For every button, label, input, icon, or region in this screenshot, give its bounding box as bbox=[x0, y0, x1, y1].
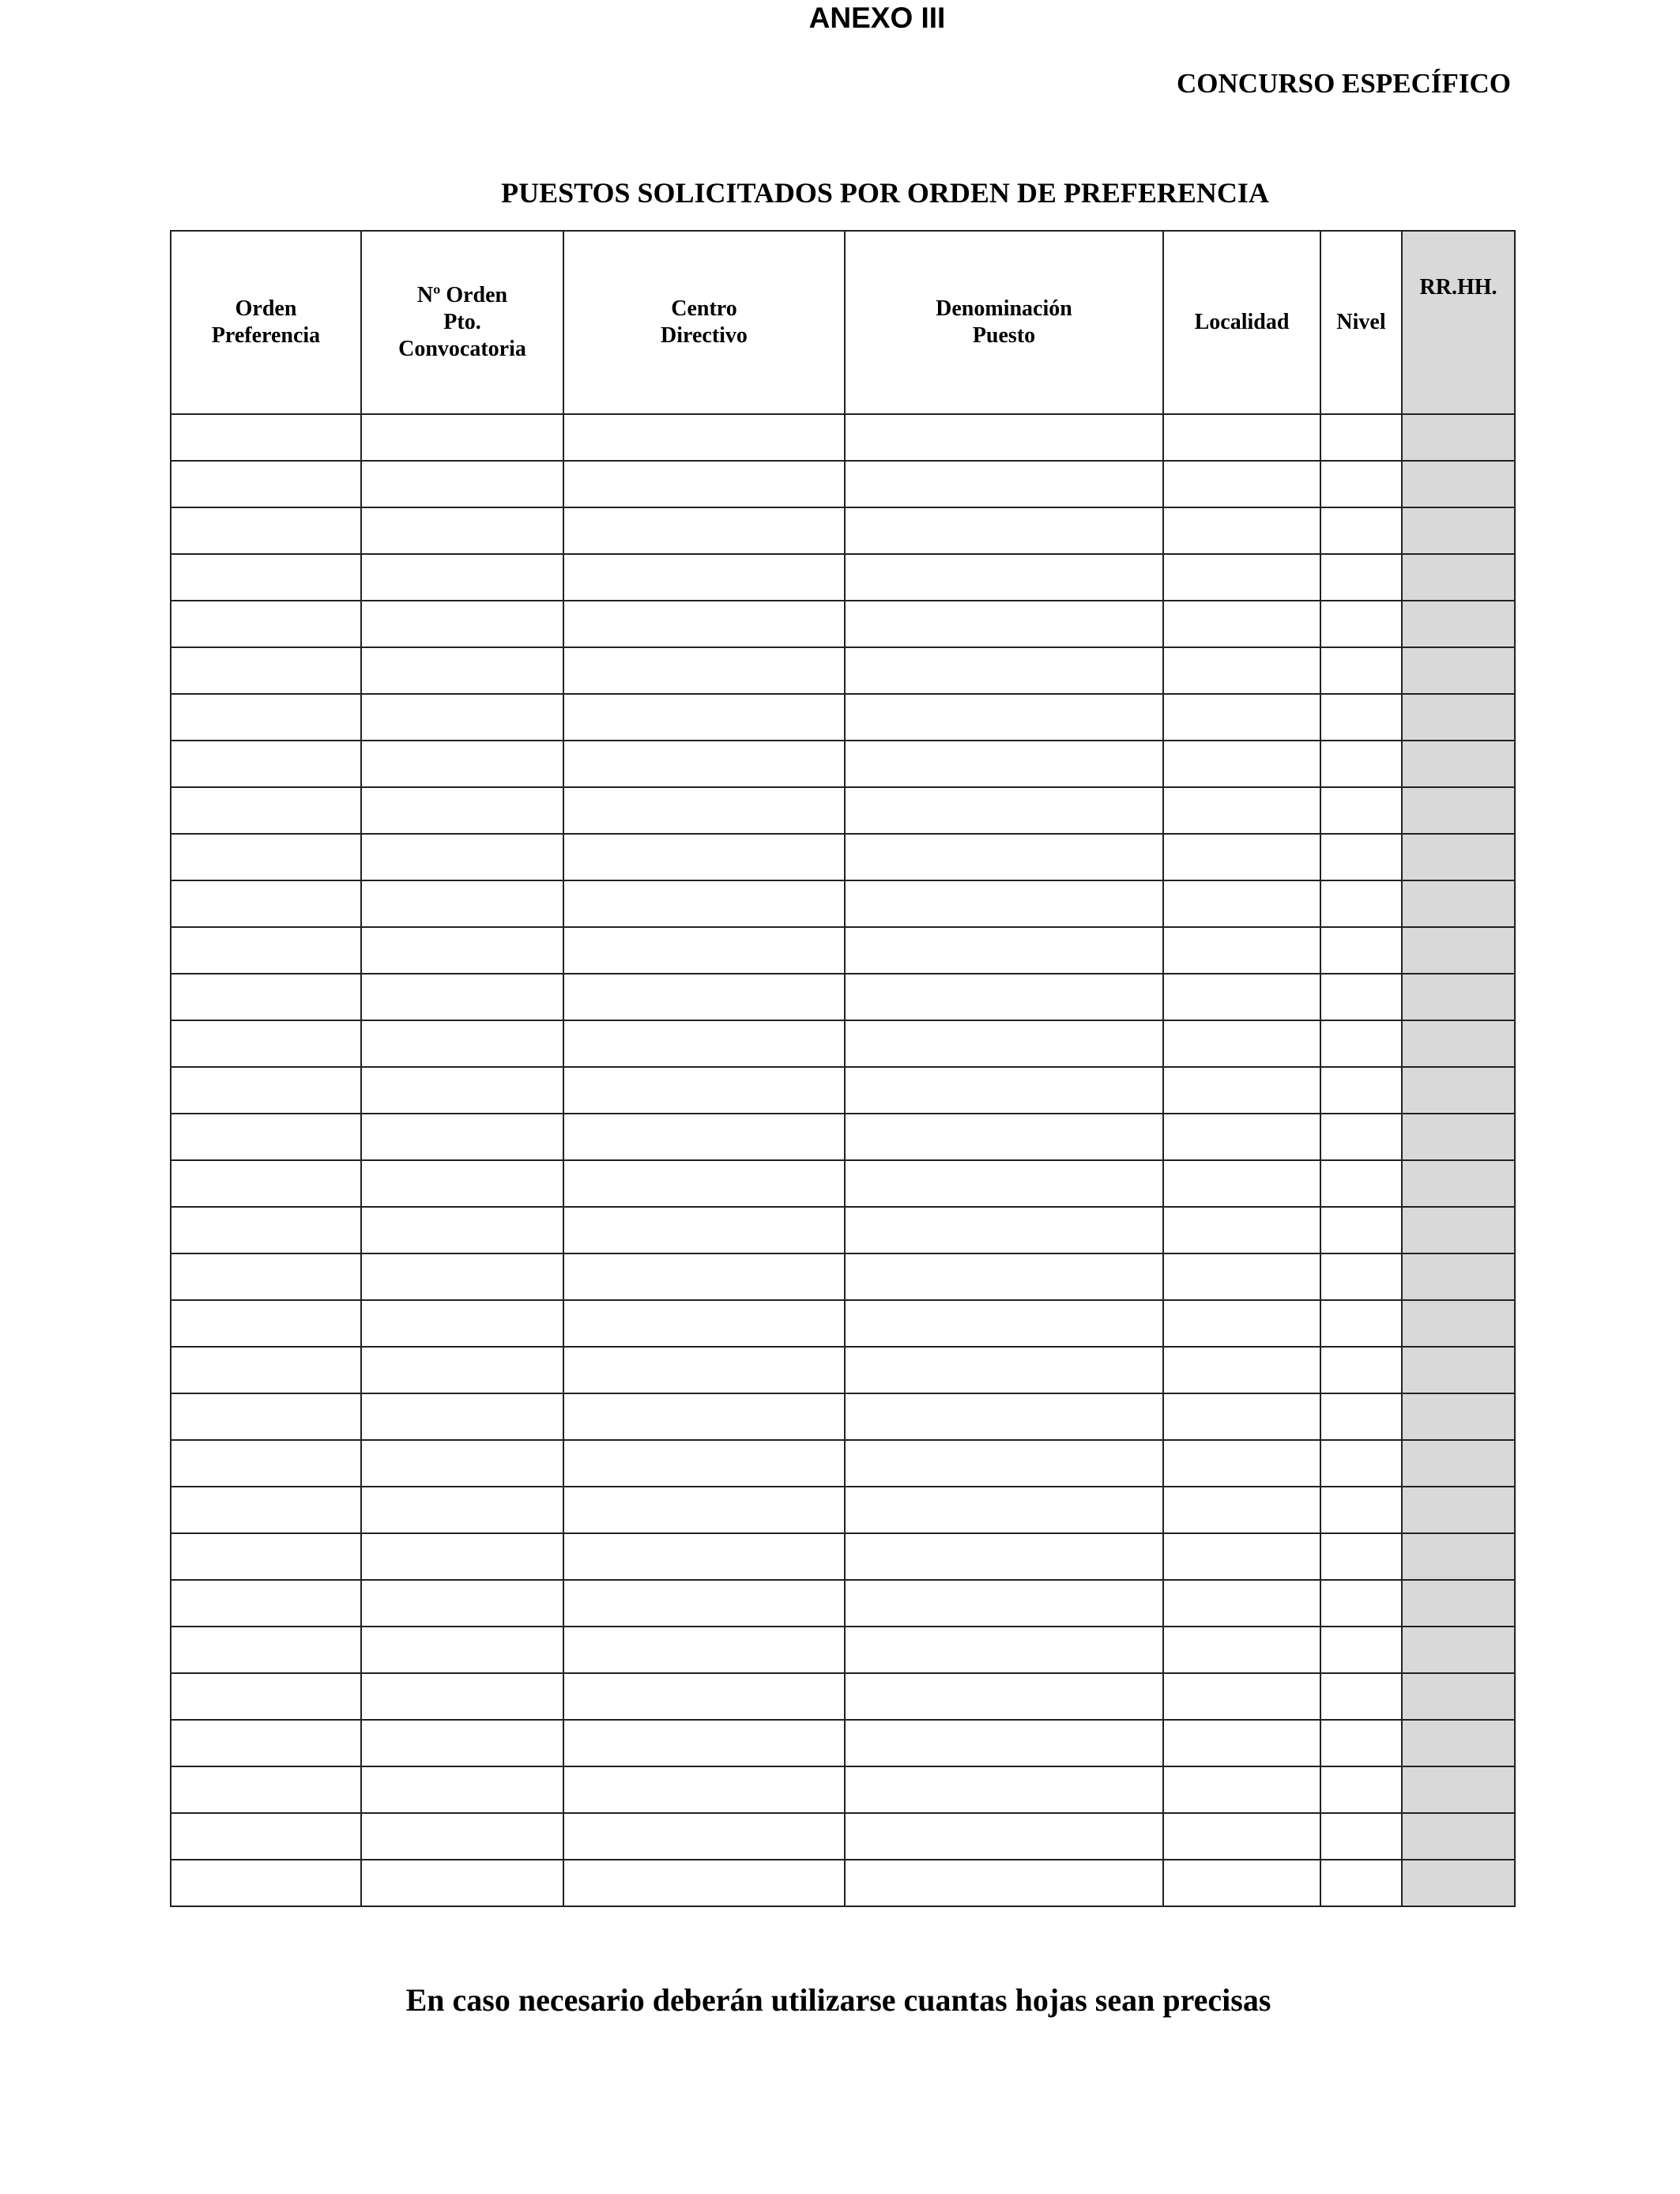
table-row bbox=[171, 1860, 1515, 1906]
table-row bbox=[171, 741, 1515, 787]
col-header-numero-orden: Nº Orden Pto. Convocatoria bbox=[361, 231, 563, 414]
cell-rrhh bbox=[1402, 601, 1515, 647]
cell-denominacion-puesto[interactable] bbox=[845, 1720, 1163, 1766]
cell-denominacion-puesto[interactable] bbox=[845, 1487, 1163, 1533]
cell-centro-directivo[interactable] bbox=[563, 507, 845, 554]
cell-centro-directivo[interactable] bbox=[563, 1860, 845, 1906]
cell-rrhh bbox=[1402, 834, 1515, 880]
cell-nivel[interactable] bbox=[1320, 554, 1402, 601]
cell-rrhh bbox=[1402, 787, 1515, 834]
cell-localidad[interactable] bbox=[1163, 554, 1320, 601]
cell-nivel[interactable] bbox=[1320, 1720, 1402, 1766]
col-header-orden-preferencia: Orden Preferencia bbox=[171, 231, 361, 414]
cell-localidad[interactable] bbox=[1163, 414, 1320, 461]
cell-nivel[interactable] bbox=[1320, 927, 1402, 974]
cell-localidad[interactable] bbox=[1163, 1860, 1320, 1906]
cell-nivel[interactable] bbox=[1320, 1673, 1402, 1720]
table-row bbox=[171, 1207, 1515, 1253]
cell-centro-directivo[interactable] bbox=[563, 1207, 845, 1253]
cell-localidad[interactable] bbox=[1163, 1813, 1320, 1860]
table-body bbox=[171, 414, 1515, 1906]
cell-rrhh bbox=[1402, 1020, 1515, 1067]
col-header-rrhh: RR.HH. bbox=[1402, 231, 1515, 414]
cell-numero-orden[interactable] bbox=[361, 461, 563, 507]
cell-rrhh bbox=[1402, 974, 1515, 1020]
cell-rrhh bbox=[1402, 1114, 1515, 1160]
cell-nivel[interactable] bbox=[1320, 1253, 1402, 1300]
cell-nivel[interactable] bbox=[1320, 1440, 1402, 1487]
cell-localidad[interactable] bbox=[1163, 834, 1320, 880]
cell-nivel[interactable] bbox=[1320, 1347, 1402, 1393]
cell-denominacion-puesto[interactable] bbox=[845, 1207, 1163, 1253]
cell-nivel[interactable] bbox=[1320, 1766, 1402, 1813]
cell-rrhh bbox=[1402, 461, 1515, 507]
cell-numero-orden[interactable] bbox=[361, 1300, 563, 1347]
cell-orden-preferencia[interactable] bbox=[171, 1393, 361, 1440]
cell-denominacion-puesto[interactable] bbox=[845, 507, 1163, 554]
cell-localidad[interactable] bbox=[1163, 927, 1320, 974]
cell-numero-orden[interactable] bbox=[361, 1160, 563, 1207]
table-row bbox=[171, 1393, 1515, 1440]
cell-localidad[interactable] bbox=[1163, 880, 1320, 927]
cell-orden-preferencia[interactable] bbox=[171, 927, 361, 974]
cell-numero-orden[interactable] bbox=[361, 834, 563, 880]
cell-orden-preferencia[interactable] bbox=[171, 1720, 361, 1766]
cell-orden-preferencia[interactable] bbox=[171, 1347, 361, 1393]
cell-nivel[interactable] bbox=[1320, 880, 1402, 927]
cell-numero-orden[interactable] bbox=[361, 1580, 563, 1627]
cell-rrhh bbox=[1402, 1393, 1515, 1440]
cell-localidad[interactable] bbox=[1163, 1720, 1320, 1766]
cell-rrhh bbox=[1402, 1347, 1515, 1393]
cell-denominacion-puesto[interactable] bbox=[845, 1627, 1163, 1673]
cell-orden-preferencia[interactable] bbox=[171, 507, 361, 554]
cell-localidad[interactable] bbox=[1163, 1533, 1320, 1580]
cell-localidad[interactable] bbox=[1163, 1160, 1320, 1207]
cell-orden-preferencia[interactable] bbox=[171, 1673, 361, 1720]
cell-localidad[interactable] bbox=[1163, 1440, 1320, 1487]
cell-denominacion-puesto[interactable] bbox=[845, 1067, 1163, 1114]
table-row bbox=[171, 927, 1515, 974]
cell-centro-directivo[interactable] bbox=[563, 1114, 845, 1160]
cell-rrhh bbox=[1402, 1300, 1515, 1347]
cell-rrhh bbox=[1402, 1440, 1515, 1487]
cell-orden-preferencia[interactable] bbox=[171, 834, 361, 880]
cell-rrhh bbox=[1402, 1533, 1515, 1580]
cell-rrhh bbox=[1402, 1253, 1515, 1300]
cell-orden-preferencia[interactable] bbox=[171, 414, 361, 461]
cell-orden-preferencia[interactable] bbox=[171, 1487, 361, 1533]
table-row bbox=[171, 1720, 1515, 1766]
cell-localidad[interactable] bbox=[1163, 461, 1320, 507]
cell-centro-directivo[interactable] bbox=[563, 647, 845, 694]
cell-centro-directivo[interactable] bbox=[563, 927, 845, 974]
cell-centro-directivo[interactable] bbox=[563, 834, 845, 880]
cell-numero-orden[interactable] bbox=[361, 1253, 563, 1300]
cell-denominacion-puesto[interactable] bbox=[845, 1860, 1163, 1906]
table-row bbox=[171, 414, 1515, 461]
cell-centro-directivo[interactable] bbox=[563, 694, 845, 741]
table-row bbox=[171, 1533, 1515, 1580]
cell-localidad[interactable] bbox=[1163, 1393, 1320, 1440]
cell-centro-directivo[interactable] bbox=[563, 554, 845, 601]
table-row bbox=[171, 1487, 1515, 1533]
table-row bbox=[171, 834, 1515, 880]
cell-nivel[interactable] bbox=[1320, 1207, 1402, 1253]
cell-centro-directivo[interactable] bbox=[563, 601, 845, 647]
table-row bbox=[171, 1440, 1515, 1487]
cell-rrhh bbox=[1402, 1720, 1515, 1766]
cell-nivel[interactable] bbox=[1320, 1533, 1402, 1580]
cell-numero-orden[interactable] bbox=[361, 647, 563, 694]
table-row bbox=[171, 1114, 1515, 1160]
table-row bbox=[171, 647, 1515, 694]
cell-centro-directivo[interactable] bbox=[563, 974, 845, 1020]
cell-denominacion-puesto[interactable] bbox=[845, 1347, 1163, 1393]
cell-denominacion-puesto[interactable] bbox=[845, 1114, 1163, 1160]
cell-nivel[interactable] bbox=[1320, 601, 1402, 647]
cell-denominacion-puesto[interactable] bbox=[845, 927, 1163, 974]
table-row bbox=[171, 1580, 1515, 1627]
cell-centro-directivo[interactable] bbox=[563, 1580, 845, 1627]
cell-localidad[interactable] bbox=[1163, 1627, 1320, 1673]
cell-rrhh bbox=[1402, 1160, 1515, 1207]
cell-denominacion-puesto[interactable] bbox=[845, 1533, 1163, 1580]
table-row bbox=[171, 694, 1515, 741]
cell-numero-orden[interactable] bbox=[361, 1487, 563, 1533]
cell-orden-preferencia[interactable] bbox=[171, 1300, 361, 1347]
table-title: PUESTOS SOLICITADOS POR ORDEN DE PREFERENCIA bbox=[501, 177, 1269, 209]
cell-denominacion-puesto[interactable] bbox=[845, 880, 1163, 927]
cell-rrhh bbox=[1402, 1673, 1515, 1720]
cell-rrhh bbox=[1402, 927, 1515, 974]
cell-centro-directivo[interactable] bbox=[563, 1533, 845, 1580]
cell-localidad[interactable] bbox=[1163, 974, 1320, 1020]
table-row bbox=[171, 880, 1515, 927]
cell-nivel[interactable] bbox=[1320, 1114, 1402, 1160]
table-row bbox=[171, 1020, 1515, 1067]
cell-localidad[interactable] bbox=[1163, 1114, 1320, 1160]
cell-nivel[interactable] bbox=[1320, 1393, 1402, 1440]
cell-nivel[interactable] bbox=[1320, 834, 1402, 880]
table-row bbox=[171, 507, 1515, 554]
cell-denominacion-puesto[interactable] bbox=[845, 974, 1163, 1020]
cell-orden-preferencia[interactable] bbox=[171, 1627, 361, 1673]
table-row bbox=[171, 1766, 1515, 1813]
table-row bbox=[171, 1067, 1515, 1114]
cell-localidad[interactable] bbox=[1163, 787, 1320, 834]
cell-centro-directivo[interactable] bbox=[563, 461, 845, 507]
cell-numero-orden[interactable] bbox=[361, 1067, 563, 1114]
cell-orden-preferencia[interactable] bbox=[171, 1067, 361, 1114]
cell-nivel[interactable] bbox=[1320, 787, 1402, 834]
footer-note: En caso necesario deberán utilizarse cuantas hojas sean precisas bbox=[405, 1982, 1271, 2018]
cell-numero-orden[interactable] bbox=[361, 1207, 563, 1253]
table-row bbox=[171, 1300, 1515, 1347]
cell-centro-directivo[interactable] bbox=[563, 1300, 845, 1347]
cell-rrhh bbox=[1402, 694, 1515, 741]
cell-localidad[interactable] bbox=[1163, 1207, 1320, 1253]
cell-orden-preferencia[interactable] bbox=[171, 1766, 361, 1813]
cell-centro-directivo[interactable] bbox=[563, 414, 845, 461]
table-row bbox=[171, 1347, 1515, 1393]
cell-centro-directivo[interactable] bbox=[563, 1487, 845, 1533]
col-header-localidad: Localidad bbox=[1163, 231, 1320, 414]
cell-orden-preferencia[interactable] bbox=[171, 1533, 361, 1580]
annex-title: ANEXO III bbox=[808, 2, 946, 34]
cell-nivel[interactable] bbox=[1320, 1160, 1402, 1207]
cell-numero-orden[interactable] bbox=[361, 1673, 563, 1720]
cell-localidad[interactable] bbox=[1163, 1020, 1320, 1067]
cell-rrhh bbox=[1402, 1766, 1515, 1813]
contest-label: CONCURSO ESPECÍFICO bbox=[1177, 68, 1511, 99]
cell-numero-orden[interactable] bbox=[361, 741, 563, 787]
cell-numero-orden[interactable] bbox=[361, 927, 563, 974]
cell-numero-orden[interactable] bbox=[361, 1347, 563, 1393]
cell-rrhh bbox=[1402, 1813, 1515, 1860]
cell-localidad[interactable] bbox=[1163, 1347, 1320, 1393]
cell-centro-directivo[interactable] bbox=[563, 1813, 845, 1860]
table-row bbox=[171, 554, 1515, 601]
cell-denominacion-puesto[interactable] bbox=[845, 647, 1163, 694]
cell-denominacion-puesto[interactable] bbox=[845, 554, 1163, 601]
cell-nivel[interactable] bbox=[1320, 1813, 1402, 1860]
table-row bbox=[171, 1253, 1515, 1300]
cell-nivel[interactable] bbox=[1320, 1580, 1402, 1627]
table-row bbox=[171, 1627, 1515, 1673]
cell-rrhh bbox=[1402, 1207, 1515, 1253]
cell-centro-directivo[interactable] bbox=[563, 1720, 845, 1766]
cell-centro-directivo[interactable] bbox=[563, 1020, 845, 1067]
cell-centro-directivo[interactable] bbox=[563, 880, 845, 927]
cell-denominacion-puesto[interactable] bbox=[845, 741, 1163, 787]
cell-denominacion-puesto[interactable] bbox=[845, 1300, 1163, 1347]
cell-rrhh bbox=[1402, 554, 1515, 601]
cell-localidad[interactable] bbox=[1163, 1253, 1320, 1300]
cell-orden-preferencia[interactable] bbox=[171, 974, 361, 1020]
cell-orden-preferencia[interactable] bbox=[171, 461, 361, 507]
table-row bbox=[171, 1673, 1515, 1720]
col-header-centro-directivo: Centro Directivo bbox=[563, 231, 845, 414]
cell-centro-directivo[interactable] bbox=[563, 1627, 845, 1673]
cell-denominacion-puesto[interactable] bbox=[845, 414, 1163, 461]
cell-orden-preferencia[interactable] bbox=[171, 1580, 361, 1627]
cell-denominacion-puesto[interactable] bbox=[845, 1253, 1163, 1300]
cell-nivel[interactable] bbox=[1320, 974, 1402, 1020]
cell-rrhh bbox=[1402, 1580, 1515, 1627]
cell-rrhh bbox=[1402, 1627, 1515, 1673]
cell-denominacion-puesto[interactable] bbox=[845, 694, 1163, 741]
cell-nivel[interactable] bbox=[1320, 461, 1402, 507]
cell-numero-orden[interactable] bbox=[361, 1766, 563, 1813]
cell-numero-orden[interactable] bbox=[361, 1440, 563, 1487]
table-row bbox=[171, 601, 1515, 647]
cell-rrhh bbox=[1402, 1860, 1515, 1906]
cell-centro-directivo[interactable] bbox=[563, 1393, 845, 1440]
cell-denominacion-puesto[interactable] bbox=[845, 1440, 1163, 1487]
cell-nivel[interactable] bbox=[1320, 741, 1402, 787]
cell-nivel[interactable] bbox=[1320, 647, 1402, 694]
cell-denominacion-puesto[interactable] bbox=[845, 834, 1163, 880]
cell-orden-preferencia[interactable] bbox=[171, 1207, 361, 1253]
cell-rrhh bbox=[1402, 1487, 1515, 1533]
cell-orden-preferencia[interactable] bbox=[171, 1253, 361, 1300]
cell-numero-orden[interactable] bbox=[361, 880, 563, 927]
cell-numero-orden[interactable] bbox=[361, 414, 563, 461]
cell-centro-directivo[interactable] bbox=[563, 1440, 845, 1487]
cell-denominacion-puesto[interactable] bbox=[845, 1766, 1163, 1813]
table-row bbox=[171, 461, 1515, 507]
cell-numero-orden[interactable] bbox=[361, 694, 563, 741]
cell-nivel[interactable] bbox=[1320, 694, 1402, 741]
cell-nivel[interactable] bbox=[1320, 1020, 1402, 1067]
preferences-table bbox=[170, 230, 1516, 1907]
cell-localidad[interactable] bbox=[1163, 647, 1320, 694]
cell-centro-directivo[interactable] bbox=[563, 741, 845, 787]
cell-rrhh bbox=[1402, 414, 1515, 461]
cell-localidad[interactable] bbox=[1163, 1580, 1320, 1627]
cell-orden-preferencia[interactable] bbox=[171, 1813, 361, 1860]
cell-numero-orden[interactable] bbox=[361, 554, 563, 601]
cell-localidad[interactable] bbox=[1163, 1067, 1320, 1114]
cell-orden-preferencia[interactable] bbox=[171, 787, 361, 834]
cell-localidad[interactable] bbox=[1163, 507, 1320, 554]
cell-nivel[interactable] bbox=[1320, 1860, 1402, 1906]
table-row bbox=[171, 1160, 1515, 1207]
cell-denominacion-puesto[interactable] bbox=[845, 1393, 1163, 1440]
cell-centro-directivo[interactable] bbox=[563, 1673, 845, 1720]
cell-numero-orden[interactable] bbox=[361, 1813, 563, 1860]
cell-orden-preferencia[interactable] bbox=[171, 647, 361, 694]
cell-localidad[interactable] bbox=[1163, 1300, 1320, 1347]
cell-denominacion-puesto[interactable] bbox=[845, 1580, 1163, 1627]
cell-orden-preferencia[interactable] bbox=[171, 880, 361, 927]
cell-rrhh bbox=[1402, 1067, 1515, 1114]
table-row bbox=[171, 974, 1515, 1020]
cell-numero-orden[interactable] bbox=[361, 1020, 563, 1067]
cell-denominacion-puesto[interactable] bbox=[845, 1160, 1163, 1207]
table-row bbox=[171, 787, 1515, 834]
cell-orden-preferencia[interactable] bbox=[171, 601, 361, 647]
cell-nivel[interactable] bbox=[1320, 1627, 1402, 1673]
cell-numero-orden[interactable] bbox=[361, 1533, 563, 1580]
cell-numero-orden[interactable] bbox=[361, 974, 563, 1020]
cell-localidad[interactable] bbox=[1163, 1487, 1320, 1533]
cell-denominacion-puesto[interactable] bbox=[845, 1020, 1163, 1067]
cell-centro-directivo[interactable] bbox=[563, 1766, 845, 1813]
col-header-nivel: Nivel bbox=[1320, 231, 1402, 414]
cell-rrhh bbox=[1402, 507, 1515, 554]
cell-denominacion-puesto[interactable] bbox=[845, 601, 1163, 647]
cell-nivel[interactable] bbox=[1320, 1487, 1402, 1533]
table-header-row bbox=[171, 231, 1515, 414]
cell-rrhh bbox=[1402, 741, 1515, 787]
cell-orden-preferencia[interactable] bbox=[171, 1160, 361, 1207]
col-header-denominacion-puesto: Denominación Puesto bbox=[845, 231, 1163, 414]
cell-numero-orden[interactable] bbox=[361, 1393, 563, 1440]
cell-numero-orden[interactable] bbox=[361, 1114, 563, 1160]
cell-orden-preferencia[interactable] bbox=[171, 694, 361, 741]
cell-denominacion-puesto[interactable] bbox=[845, 1673, 1163, 1720]
cell-localidad[interactable] bbox=[1163, 601, 1320, 647]
cell-numero-orden[interactable] bbox=[361, 787, 563, 834]
cell-orden-preferencia[interactable] bbox=[171, 1114, 361, 1160]
cell-orden-preferencia[interactable] bbox=[171, 1020, 361, 1067]
cell-numero-orden[interactable] bbox=[361, 1627, 563, 1673]
cell-centro-directivo[interactable] bbox=[563, 1067, 845, 1114]
cell-orden-preferencia[interactable] bbox=[171, 741, 361, 787]
cell-denominacion-puesto[interactable] bbox=[845, 461, 1163, 507]
cell-localidad[interactable] bbox=[1163, 1766, 1320, 1813]
cell-centro-directivo[interactable] bbox=[563, 1160, 845, 1207]
cell-centro-directivo[interactable] bbox=[563, 1253, 845, 1300]
table-row bbox=[171, 1813, 1515, 1860]
cell-centro-directivo[interactable] bbox=[563, 787, 845, 834]
cell-localidad[interactable] bbox=[1163, 741, 1320, 787]
cell-nivel[interactable] bbox=[1320, 507, 1402, 554]
cell-centro-directivo[interactable] bbox=[563, 1347, 845, 1393]
cell-denominacion-puesto[interactable] bbox=[845, 1813, 1163, 1860]
cell-orden-preferencia[interactable] bbox=[171, 1860, 361, 1906]
cell-rrhh bbox=[1402, 880, 1515, 927]
cell-numero-orden[interactable] bbox=[361, 507, 563, 554]
cell-nivel[interactable] bbox=[1320, 414, 1402, 461]
cell-nivel[interactable] bbox=[1320, 1067, 1402, 1114]
cell-denominacion-puesto[interactable] bbox=[845, 787, 1163, 834]
cell-rrhh bbox=[1402, 647, 1515, 694]
cell-numero-orden[interactable] bbox=[361, 1860, 563, 1906]
cell-localidad[interactable] bbox=[1163, 1673, 1320, 1720]
cell-numero-orden[interactable] bbox=[361, 1720, 563, 1766]
cell-nivel[interactable] bbox=[1320, 1300, 1402, 1347]
cell-numero-orden[interactable] bbox=[361, 601, 563, 647]
cell-localidad[interactable] bbox=[1163, 694, 1320, 741]
cell-orden-preferencia[interactable] bbox=[171, 1440, 361, 1487]
cell-orden-preferencia[interactable] bbox=[171, 554, 361, 601]
